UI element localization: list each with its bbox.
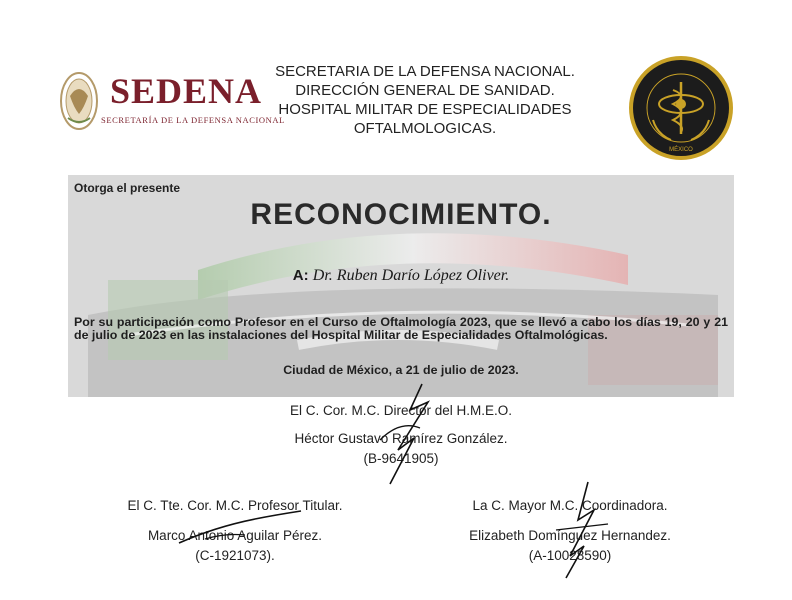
- institution-header: [255, 62, 595, 138]
- certificate-title: RECONOCIMIENTO.: [250, 198, 552, 231]
- director-signatory: [236, 401, 566, 469]
- coordinator-id: (A-10028590): [528, 548, 612, 563]
- recipient-name: Dr. Ruben Darío López Oliver.: [312, 267, 510, 284]
- coordinator-signatory: [420, 496, 720, 566]
- caduceus-seal-icon: [627, 54, 735, 162]
- director-name: Héctor Gustavo Ramírez González.: [294, 431, 508, 446]
- brand-subtitle: SECRETARÍA DE LA DEFENSA NACIONAL: [101, 115, 285, 125]
- certificate-body: Por su participación como Profesor en el Curso de Oftalmología 2023, que se llevó a cabo los días 19, 20 y 21 de julio de 2023 en las instalaciones del Hospital Militar de Especialidades Oftalmológicas.: [74, 315, 728, 342]
- header-line-4: OFTALMOLOGICAS.: [353, 120, 497, 137]
- coordinator-role: La C. Mayor M.C. Coordinadora.: [472, 498, 668, 513]
- header-line-1: SECRETARIA DE LA DEFENSA NACIONAL.: [275, 63, 575, 80]
- place-date: Ciudad de México, a 21 de julio de 2023.: [283, 363, 519, 377]
- recipient-prefix: A:: [292, 267, 309, 284]
- hospital-seal: [627, 54, 735, 162]
- header-line-2: DIRECCIÓN GENERAL DE SANIDAD.: [295, 82, 555, 99]
- sedena-logo: [58, 68, 285, 134]
- brand-name: SEDENA: [110, 71, 263, 111]
- national-eagle-emblem-icon: [58, 68, 100, 134]
- director-id: (B-9641905): [363, 451, 439, 466]
- professor-role: El C. Tte. Cor. M.C. Profesor Titular.: [127, 498, 343, 513]
- professor-id: (C-1921073).: [195, 548, 275, 563]
- intro-text: Otorga el presente: [74, 181, 181, 195]
- recipient-line: [68, 267, 734, 285]
- professor-signatory: [90, 496, 380, 566]
- seal-country-label: MÉXICO: [669, 147, 693, 153]
- professor-name: Marco Antonio Aguilar Pérez.: [147, 528, 323, 543]
- coordinator-name: Elizabeth Domínguez Hernandez.: [469, 528, 671, 543]
- header-line-3: HOSPITAL MILITAR DE ESPECIALIDADES: [278, 101, 572, 118]
- director-role: El C. Cor. M.C. Director del H.M.E.O.: [289, 403, 513, 418]
